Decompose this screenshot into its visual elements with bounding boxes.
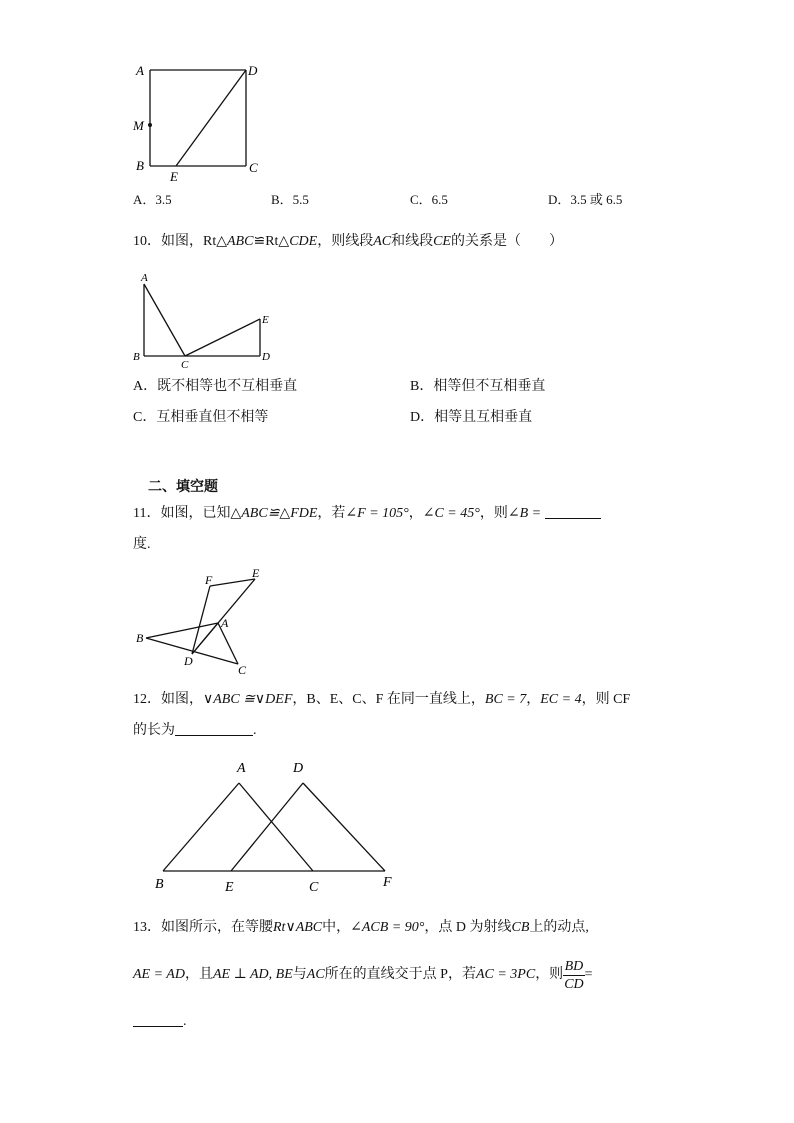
- q11-angle-c: ∠C = 45°: [422, 506, 480, 521]
- label-d: D: [248, 63, 258, 78]
- q11-stem: [133, 504, 601, 524]
- figure-q12-triangles: [145, 753, 405, 898]
- q13-ac3pc: AC = 3PC: [475, 967, 536, 982]
- q12-sep: ，: [526, 692, 541, 707]
- label-e: E: [262, 314, 269, 326]
- q10-stem: [133, 232, 563, 252]
- label-a: A: [237, 761, 246, 776]
- segment-fe: [210, 579, 255, 586]
- q13-ac: AC: [306, 967, 325, 982]
- q11-mid1: ，若: [317, 506, 346, 521]
- figure-q11-triangles: [130, 562, 270, 680]
- q12-mid1: ，B、E、C、F 在同一直线上，: [292, 692, 485, 707]
- q12-end: .: [253, 723, 257, 738]
- q10-tri2: △CDE: [278, 234, 318, 249]
- q10-rt1: Rt: [203, 234, 217, 249]
- q13-frac-den: CD: [564, 976, 584, 992]
- label-a: A: [221, 616, 229, 630]
- q13-tail1: 上的动点,: [529, 920, 589, 935]
- q11-angle-f: ∠F = 105°: [345, 506, 409, 521]
- q10-mid: ，则线段: [317, 234, 374, 249]
- label-b: B: [136, 631, 144, 645]
- label-f: F: [383, 875, 392, 890]
- label-d: D: [184, 654, 193, 668]
- q10-ce: CE: [433, 234, 451, 249]
- q13-end: .: [183, 1014, 187, 1029]
- q13-tri: Rt∨ABC: [273, 920, 323, 935]
- label-m: M: [133, 118, 144, 133]
- q12-tail: ，则 CF: [581, 692, 631, 707]
- q13-cb: CB: [511, 920, 530, 935]
- q13-angle: ∠ACB = 90°: [350, 920, 425, 935]
- q13-l2c: 所在的直线交于点 P，若: [324, 967, 476, 982]
- q13-line3: [133, 1012, 187, 1032]
- label-c: C: [238, 663, 247, 677]
- label-c: C: [309, 880, 319, 895]
- q10-option-d[interactable]: D．相等且互相垂直: [410, 410, 533, 425]
- q12-ec: EC = 4: [540, 692, 582, 707]
- q13-l2d: ，则: [535, 967, 564, 982]
- segment-ab: [163, 783, 239, 871]
- q9-option-b[interactable]: B．5.5: [271, 192, 309, 207]
- q13-answer-blank[interactable]: [133, 1012, 183, 1027]
- q13-frac-num: BD: [564, 958, 584, 974]
- label-e: E: [225, 880, 234, 895]
- label-b: B: [155, 877, 164, 892]
- q12-line2: [133, 721, 257, 741]
- segment-de: [231, 783, 303, 871]
- section-title: 二、填空题: [148, 479, 218, 495]
- q10-cong: ≌: [253, 234, 266, 249]
- figure-q9-rectangle: [128, 58, 278, 188]
- label-c: C: [249, 160, 258, 175]
- q10-option-c[interactable]: C．互相垂直但不相等: [133, 410, 269, 425]
- label-f: F: [205, 573, 213, 587]
- q11-angle-b: ∠B =: [507, 506, 542, 521]
- label-e: E: [252, 566, 260, 580]
- q12-bc: BC = 7: [484, 692, 527, 707]
- q10-and: 和线段: [391, 234, 434, 249]
- q13-eq: =: [584, 967, 593, 982]
- q12-expr: ∨ABC ≅∨DEF: [203, 692, 293, 707]
- label-a: A: [141, 272, 148, 284]
- figure-q10-triangles: [128, 268, 278, 372]
- q13-ae-ad: AE = AD: [133, 967, 185, 982]
- q13-l2b: 与: [292, 967, 307, 982]
- segment-ce: [185, 319, 260, 356]
- q12-stem: [133, 690, 630, 710]
- q13-mid1: 中，: [322, 920, 351, 935]
- q11-sep: ，: [408, 506, 423, 521]
- q13-line1: [133, 918, 589, 938]
- q13-line2: [133, 955, 593, 995]
- q13-perp: AE ⊥ AD,: [212, 967, 273, 982]
- q13-fraction: [563, 958, 584, 993]
- segment-ac: [144, 284, 185, 356]
- segment-de: [176, 70, 246, 166]
- label-b: B: [133, 351, 140, 363]
- q11-answer-blank[interactable]: [545, 504, 601, 519]
- q10-option-a[interactable]: A．既不相等也不互相垂直: [133, 379, 298, 394]
- q9-option-d[interactable]: D．3.5 或 6.5: [548, 192, 623, 207]
- label-e: E: [170, 169, 178, 184]
- q11-mid2: ，则: [479, 506, 508, 521]
- q9-option-c[interactable]: C．6.5: [410, 192, 448, 207]
- label-d: D: [262, 351, 270, 363]
- q10-tail: 的关系是（ ）: [450, 234, 563, 249]
- q11-cong-expr: △ABC≌△FDE: [230, 506, 318, 521]
- label-b: B: [136, 158, 144, 173]
- q12-answer-blank[interactable]: [175, 721, 253, 736]
- label-d: D: [293, 761, 304, 776]
- segment-df: [303, 783, 385, 871]
- q11-lead: 11．如图，已知: [133, 506, 231, 521]
- segment-ac: [239, 783, 313, 871]
- point-m: [148, 123, 152, 127]
- q10-option-b[interactable]: B．相等但不互相垂直: [410, 379, 546, 394]
- q12-lead: 12．如图，: [133, 692, 203, 707]
- label-a: A: [136, 63, 144, 78]
- q10-number: 10．如图，: [133, 234, 203, 249]
- q9-option-a[interactable]: A．3.5: [133, 192, 172, 207]
- q13-lead: 13．如图所示，在等腰: [133, 920, 273, 935]
- label-c: C: [181, 359, 189, 371]
- q10-ac: AC: [373, 234, 392, 249]
- q10-tri1: △ABC: [216, 234, 254, 249]
- q13-be: BE: [275, 967, 293, 982]
- q11-line2: 度.: [133, 537, 151, 552]
- q10-rt2: Rt: [265, 234, 279, 249]
- q12-line2-text: 的长为: [133, 723, 175, 738]
- q13-mid2: ，点 D 为射线: [424, 920, 512, 935]
- q13-l2a: ，且: [184, 967, 213, 982]
